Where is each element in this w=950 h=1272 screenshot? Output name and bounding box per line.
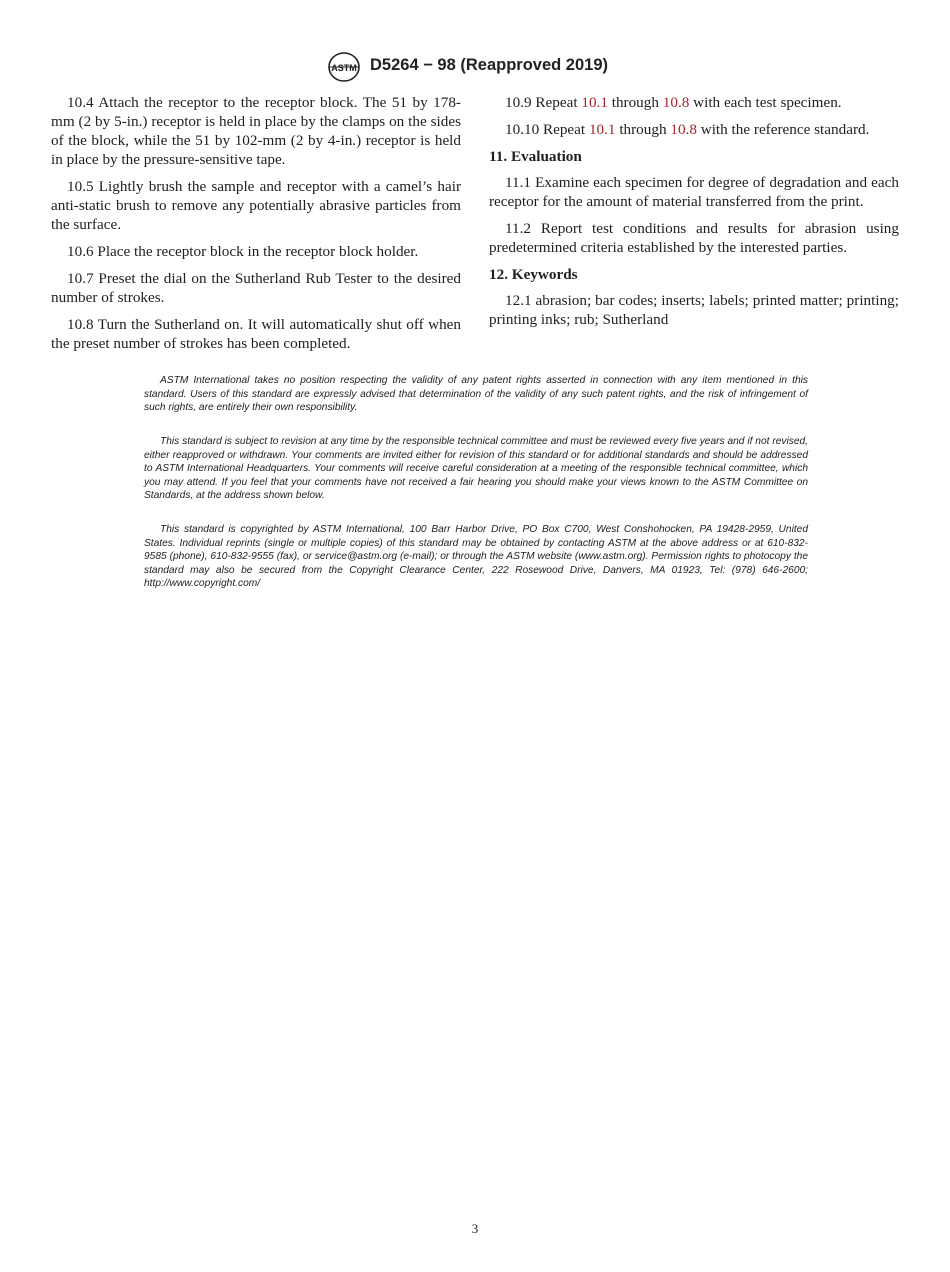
paragraph-11-1: 11.1 Examine each specimen for degree of degradation and each receptor for the amount of material transferred from the print. [489, 174, 899, 210]
paragraph-10-10-prefix: 10.10 Repeat [505, 121, 589, 138]
patent-notice: ASTM International takes no position respecting the validity of any patent rights asserted in connection with any item mentioned in this standard. Users of this standard are expressly advised that determination of the validity of any such patent rights, and the risk of infringement of such rights, are entirely their own responsibility. [144, 375, 808, 414]
paragraph-10-10-suffix: with the reference standard. [696, 121, 870, 138]
copyright-notice: This standard is copyrighted by ASTM International, 100 Barr Harbor Drive, PO Box C700, West Conshohocken, PA 19428-2959, United States. Individual reprints (single or multiple copies) of this standard may be obtained by contacting ASTM at the above address or at 610-832-9585 (phone), 610-832-9555 (fax), or service@astm.org (e-mail); or through the ASTM website (www.astm.org). Permission rights to photocopy the standard may also be secured from the Copyright Clearance Center, 222 Rosewood Drive, Danvers, MA 01923, Tel: (978) 646-2600; http://www.copyright.com/ [144, 524, 808, 590]
paragraph-10-10-middle: through [615, 121, 671, 138]
paragraph-12-1: 12.1 abrasion; bar codes; inserts; labels; printed matter; printing; printing inks; rub; Sutherland [489, 292, 899, 328]
paragraph-10-9-middle: through [607, 94, 663, 111]
page-header [0, 50, 950, 84]
astm-logo-icon [326, 51, 362, 83]
cross-reference-link[interactable]: 10.8 [662, 94, 690, 111]
paragraph-10-5: 10.5 Lightly brush the sample and receptor with a camel’s hair anti-static brush to remove any potentially abrasive particles from the surface. [51, 178, 461, 233]
cross-reference-link[interactable]: 10.8 [670, 121, 697, 138]
paragraph-10-9-suffix: with each test specimen. [689, 94, 842, 111]
left-column [51, 93, 461, 361]
document-designation: D5264 − 98 (Reapproved 2019) [370, 56, 609, 74]
paragraph-10-8: 10.8 Turn the Sutherland on. It will automatically shut off when the preset number of strokes has been completed. [51, 316, 461, 352]
paragraph-10-9-prefix: 10.9 Repeat [505, 94, 582, 111]
cross-reference-link[interactable]: 10.1 [581, 94, 608, 111]
paragraph-10-10 [489, 120, 899, 139]
logo-wordmark: ASTM [331, 63, 357, 73]
right-column [489, 93, 899, 337]
paragraph-11-2: 11.2 Report test conditions and results for abrasion using predetermined criteria established by the interested parties. [489, 220, 899, 256]
paragraph-10-4: 10.4 Attach the receptor to the receptor block. The 51 by 178-mm (2 by 5-in.) receptor is held in place by the clamps on the sides of the block, while the 51 by 102-mm (2 by 4-in.) receptor is held in place by the pressure-sensitive tape. [51, 94, 461, 168]
section-heading-keywords: 12. Keywords [489, 266, 578, 283]
revision-notice: This standard is subject to revision at any time by the responsible technical committee and must be reviewed every five years and if not revised, either reapproved or withdrawn. Your comments are invited either for revision of this standard or for additional standards and should be addressed to ASTM International Headquarters. Your comments will receive careful consideration at a meeting of the responsible technical committee, which you may attend. If you feel that your comments have not received a fair hearing you should make your views known to the ASTM Committee on Standards, at the address shown below. [144, 436, 808, 502]
page-number: 3 [471, 1221, 479, 1236]
paragraph-10-9 [489, 93, 899, 112]
paragraph-10-6: 10.6 Place the receptor block in the receptor block holder. [67, 243, 419, 260]
section-heading-evaluation: 11. Evaluation [489, 148, 582, 165]
paragraph-10-7: 10.7 Preset the dial on the Sutherland Rub Tester to the desired number of strokes. [51, 270, 461, 306]
cross-reference-link[interactable]: 10.1 [588, 121, 616, 138]
